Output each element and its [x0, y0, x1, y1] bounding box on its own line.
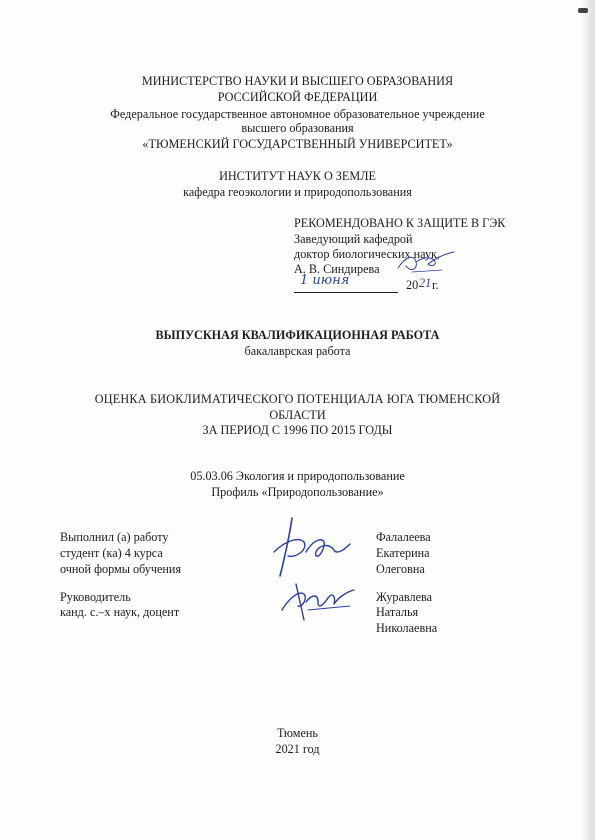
ministry-line-1: МИНИСТЕРСТВО НАУКИ И ВЫСШЕГО ОБРАЗОВАНИЯ [141, 74, 454, 88]
year-suffix: г. [432, 278, 439, 292]
handwritten-year: 21 [419, 276, 432, 290]
author-signature [270, 512, 360, 582]
thesis-title-line-3: ЗА ПЕРИОД С 1996 ПО 2015 ГОДЫ [202, 423, 393, 437]
institution-line-1: Федеральное государственное автономное образовательное учреждение [110, 107, 485, 121]
supervisor-patronymic: Николаевна [376, 621, 438, 635]
year: 2021 год [275, 742, 320, 756]
supervisor-label-1: Руководитель [60, 590, 131, 604]
author-surname: Фалалеева [376, 530, 431, 544]
supervisor-surname: Журавлева [376, 590, 433, 604]
ministry-line-2: РОССИЙСКОЙ ФЕДЕРАЦИИ [217, 90, 378, 104]
institution-line-2: высшего образования [241, 121, 354, 135]
thesis-title-line-2: ОБЛАСТИ [269, 408, 326, 422]
institute-name: ИНСТИТУТ НАУК О ЗЕМЛЕ [219, 169, 376, 183]
approval-heading: РЕКОМЕНДОВАНО К ЗАЩИТЕ В ГЭК [294, 216, 506, 230]
supervisor-label-2: канд. с.–х наук, доцент [60, 605, 180, 619]
scan-mark [578, 8, 588, 13]
work-type: ВЫПУСКНАЯ КВАЛИФИКАЦИОННАЯ РАБОТА [155, 328, 440, 342]
author-patronymic: Олеговна [376, 562, 425, 576]
approval-degree: доктор биологических наук, [294, 247, 441, 261]
university-name: «ТЮМЕНСКИЙ ГОСУДАРСТВЕННЫЙ УНИВЕРСИТЕТ» [142, 137, 453, 151]
author-label-3: очной формы обучения [60, 562, 182, 576]
program-code: 05.03.06 Экология и природопользование [190, 469, 405, 483]
work-subtype: бакалаврская работа [244, 344, 351, 358]
supervisor-first-name: Наталья [376, 605, 419, 619]
year-prefix: 20 [406, 278, 419, 292]
head-signature [392, 248, 462, 276]
author-label-2: студент (ка) 4 курса [60, 546, 163, 560]
department-name: кафедра геоэкологии и природопользования [183, 185, 412, 199]
handwritten-date: 1 июня [300, 273, 350, 288]
city: Тюмень [277, 726, 318, 740]
approval-role: Заведующий кафедрой [294, 232, 413, 246]
approval-name: А. В. Синдирева [294, 262, 380, 276]
program-profile: Профиль «Природопользование» [211, 485, 384, 499]
author-first-name: Екатерина [376, 546, 430, 560]
supervisor-signature [278, 580, 358, 622]
author-label-1: Выполнил (а) работу [60, 530, 169, 544]
thesis-title-line-1: ОЦЕНКА БИОКЛИМАТИЧЕСКОГО ПОТЕНЦИАЛА ЮГА ТЮМЕНСКОЙ [94, 392, 501, 406]
